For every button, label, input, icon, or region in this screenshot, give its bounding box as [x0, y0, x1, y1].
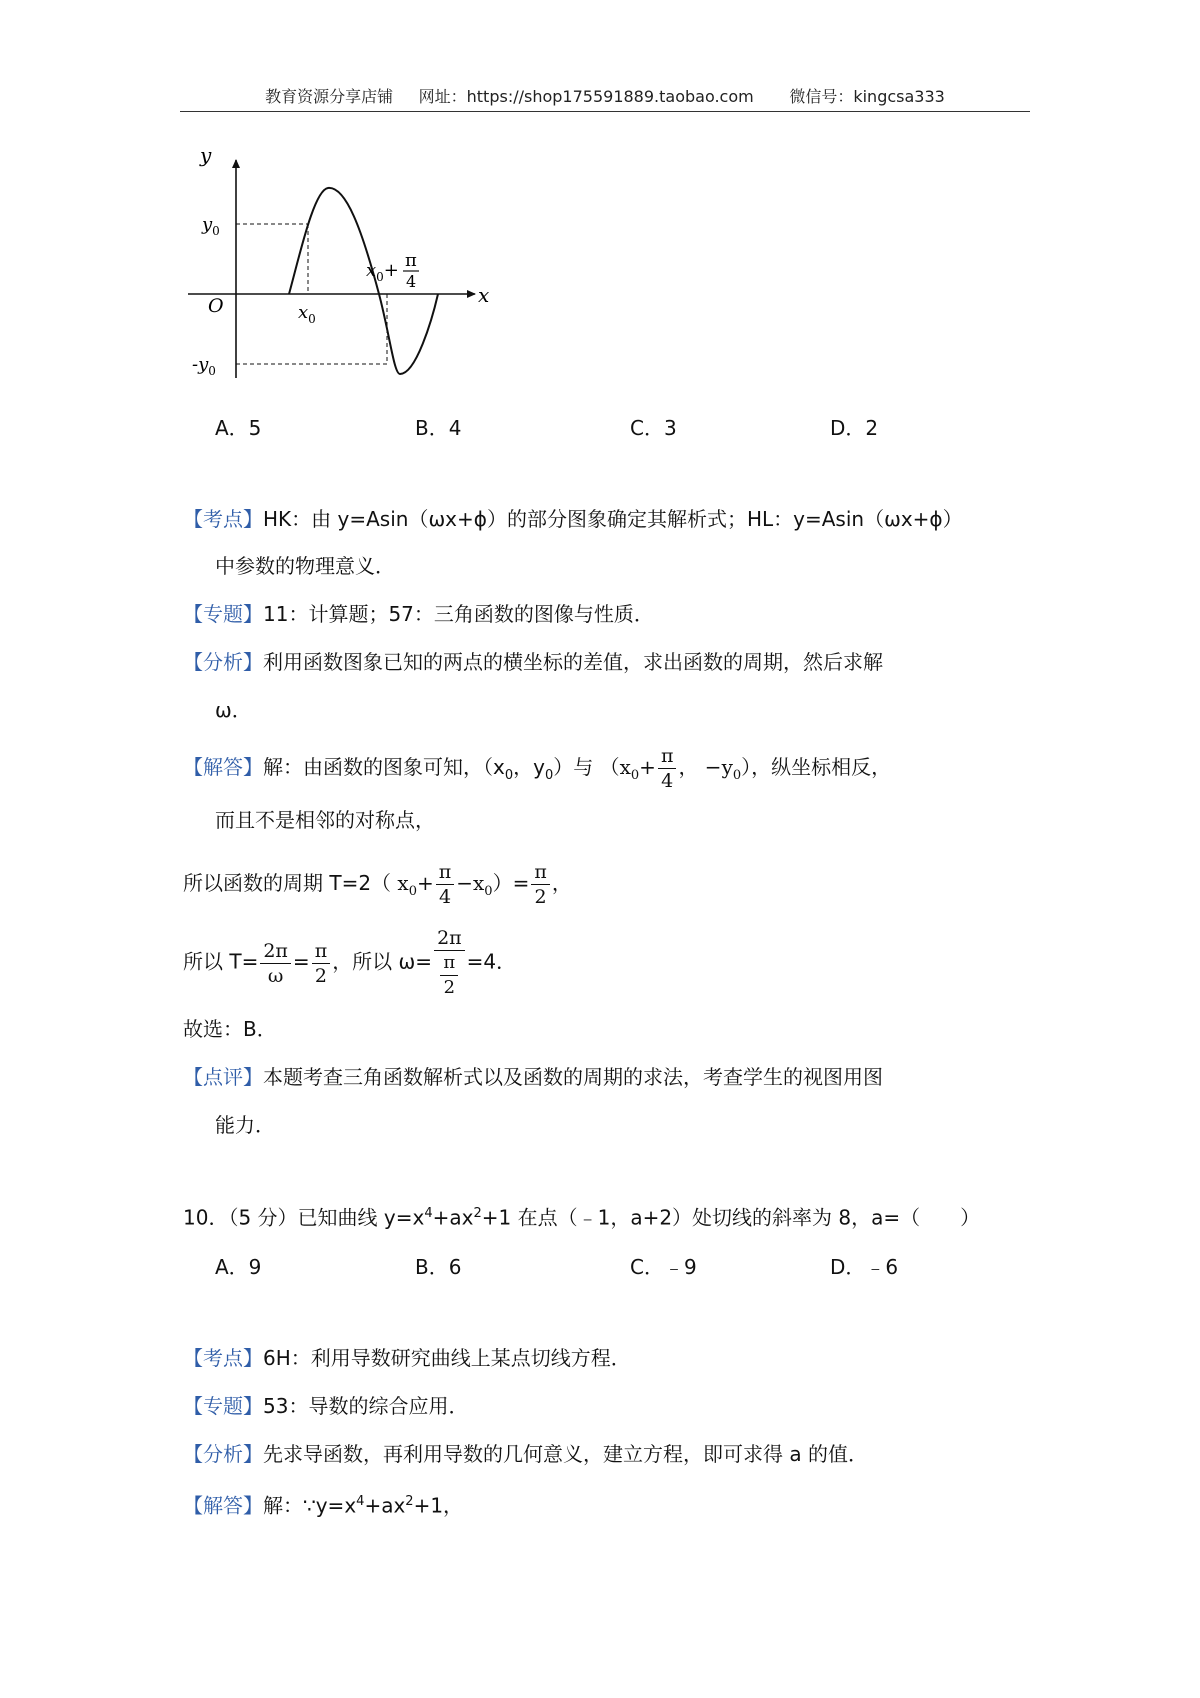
- point-expression: （$x_0+$ $\frac{\pi}{4}$ ， $-y_0$）: [599, 745, 752, 792]
- y-axis-label: y: [200, 150, 212, 167]
- q10-kaodian: 【考点】6H：利用导数研究曲线上某点切线方程．: [183, 1346, 631, 1370]
- dianping-tag: 【点评】: [183, 1065, 263, 1089]
- q9-dianping: 【点评】本题考查三角函数解析式以及函数的周期的求法，考查学生的视图用图: [183, 1065, 883, 1089]
- kaodian-tag: 【考点】: [183, 507, 263, 531]
- pi-over-4: $\frac{\pi}{4}$: [436, 862, 455, 907]
- q9-kaodian-cont: 中参数的物理意义．: [215, 554, 395, 578]
- sine-graph: [180, 150, 510, 390]
- q9-fenxi-cont: ω．: [215, 698, 252, 722]
- pi-over-4: $\frac{\pi}{4}$: [658, 746, 677, 791]
- q9-zhuanti: 【专题】11：计算题；57：三角函数的图像与性质．: [183, 602, 654, 626]
- q10-fenxi: 【分析】先求导函数，再利用导数的几何意义，建立方程，即可求得 a 的值．: [183, 1442, 868, 1466]
- q9-omega: 所以 T= $\frac{2\pi}{\omega}$ = $\frac{\pi}{2}$ ，所以 ω= $\frac{2\pi}{\frac{\pi}{2}}$ =4．: [183, 927, 517, 998]
- q9-answer: 故选：B．: [183, 1017, 277, 1041]
- pi-over-2: $\frac{\pi}{2}$: [531, 862, 550, 907]
- q9-option-c[interactable]: C．3: [630, 416, 677, 440]
- q9-jieda-cont: 而且不是相邻的对称点，: [215, 808, 435, 832]
- q9-jieda: 【解答】解：由函数的图象可知，（$x_0$，$y_0$）与 （$x_0+$ $\frac{\pi}{4}$ ， $-y_0$），纵坐标相反，: [183, 745, 892, 792]
- neg-y0-label: $-y_0$: [192, 354, 216, 378]
- q10-stem: 10．（5 分）已知曲线 $y=x^4+ax^2+1$ 在点（﹣1，a+2）处切线的斜率为 8，a=（ ）: [183, 1205, 981, 1230]
- q9-kaodian: 【考点】HK：由 y=Asin（ωx+ϕ）的部分图象确定其解析式；HL：y=Asin（ωx+ϕ）: [183, 507, 963, 531]
- y0-label: $y_0$: [202, 214, 220, 238]
- header-rule: [180, 111, 1030, 112]
- q9-option-a[interactable]: A．5: [215, 416, 262, 440]
- zhuanti-tag: 【专题】: [183, 602, 263, 626]
- fenxi-tag: 【分析】: [183, 1442, 263, 1466]
- q10-option-c[interactable]: C．﹣9: [630, 1255, 697, 1279]
- x-axis-label: x: [478, 283, 490, 307]
- fenxi-tag: 【分析】: [183, 650, 263, 674]
- shop-name: 教育资源分享店铺: [265, 87, 394, 106]
- q10-option-a[interactable]: A．9: [215, 1255, 262, 1279]
- q10-zhuanti: 【专题】53：导数的综合应用．: [183, 1394, 469, 1418]
- q9-dianping-cont: 能力．: [215, 1113, 275, 1137]
- x0-label: $x_0$: [298, 302, 316, 326]
- q10-option-b[interactable]: B．6: [415, 1255, 462, 1279]
- url-label: 网址：: [418, 87, 467, 106]
- two-pi-over-omega: $\frac{2\pi}{\omega}$: [260, 941, 291, 986]
- origin-label: O: [208, 295, 224, 317]
- page-header: [180, 84, 1030, 107]
- pi-label: π: [405, 250, 417, 271]
- q9-fenxi: 【分析】利用函数图象已知的两点的横坐标的差值，求出函数的周期，然后求解: [183, 650, 883, 674]
- wechat-label: 微信号：: [789, 87, 854, 106]
- q9-period: 所以函数的周期 T=2（ $x_0+$ $\frac{\pi}{4}$ $-x_0)=$ $\frac{\pi}{2}$ ，: [183, 861, 572, 908]
- kaodian-tag: 【考点】: [183, 1346, 263, 1370]
- q10-jieda: 【解答】解：$\because y=x^4+ax^2+1$，: [183, 1493, 464, 1518]
- q9-option-d[interactable]: D．2: [830, 416, 879, 440]
- four-label: 4: [406, 272, 417, 291]
- pi-over-2: $\frac{\pi}{2}$: [312, 941, 331, 986]
- q9-option-b[interactable]: B．4: [415, 416, 462, 440]
- zhuanti-tag: 【专题】: [183, 1394, 263, 1418]
- jieda-tag: 【解答】: [183, 755, 263, 779]
- wechat-id: kingcsa333: [853, 87, 945, 106]
- period-expression: $x_0+$ $\frac{\pi}{4}$ $-x_0$: [397, 861, 493, 908]
- x0-plus-label: $x_0+$: [366, 260, 399, 284]
- q10-option-d[interactable]: D．﹣6: [830, 1255, 899, 1279]
- shop-url[interactable]: https://shop175591889.taobao.com: [466, 87, 754, 106]
- two-pi-over-pi-half: $\frac{2\pi}{\frac{\pi}{2}}$: [434, 928, 465, 998]
- jieda-tag: 【解答】: [183, 1493, 263, 1518]
